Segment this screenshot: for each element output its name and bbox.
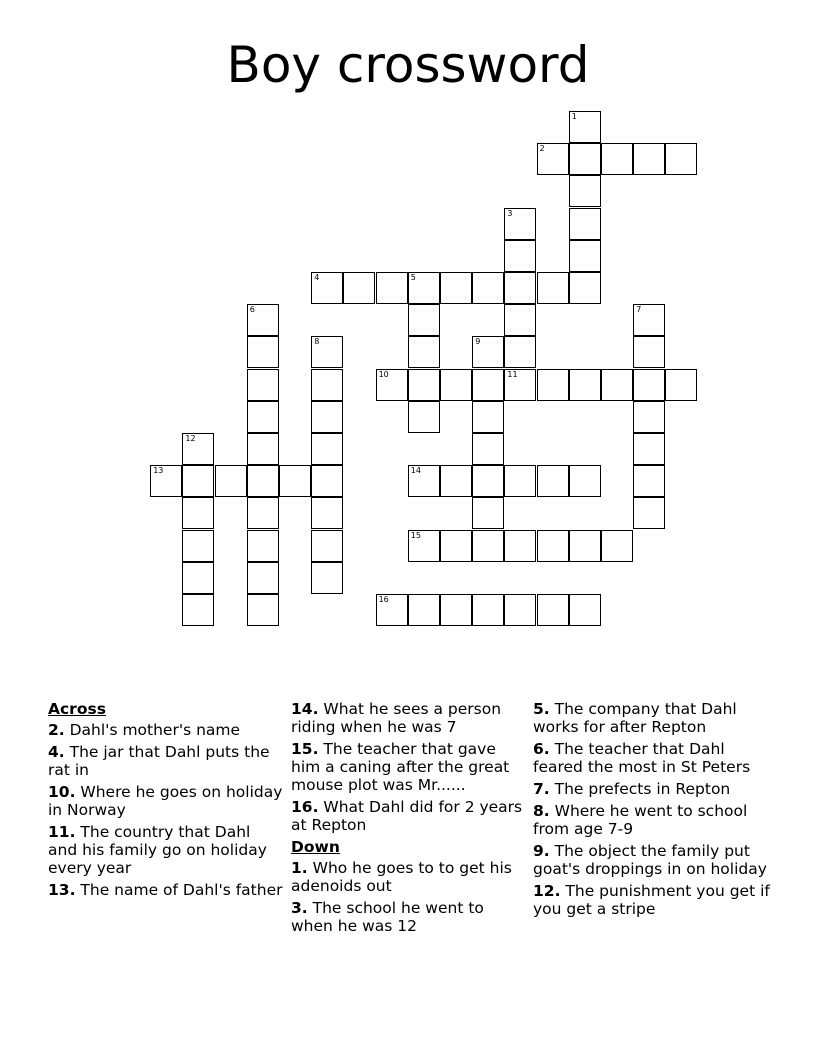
- crossword-cell[interactable]: [311, 530, 343, 562]
- crossword-cell[interactable]: [376, 369, 408, 401]
- crossword-cell[interactable]: [343, 272, 375, 304]
- clue-item-number: 3.: [291, 899, 308, 917]
- crossword-cell[interactable]: [182, 497, 214, 529]
- crossword-cell[interactable]: [665, 143, 697, 175]
- crossword-cell[interactable]: [311, 401, 343, 433]
- crossword-cell[interactable]: [472, 433, 504, 465]
- clue-item-text: The teacher that Dahl feared the most in St Peters: [533, 740, 751, 776]
- crossword-cell[interactable]: [472, 272, 504, 304]
- crossword-cell[interactable]: [440, 465, 472, 497]
- page-title: Boy crossword: [226, 36, 590, 94]
- crossword-cell[interactable]: [247, 433, 279, 465]
- clue-item: [48, 823, 283, 877]
- crossword-cell[interactable]: [311, 369, 343, 401]
- crossword-cell[interactable]: [311, 562, 343, 594]
- clue-item: [291, 798, 529, 834]
- crossword-cell[interactable]: [504, 240, 536, 272]
- crossword-cell[interactable]: [569, 465, 601, 497]
- clue-item-number: 14.: [291, 700, 319, 718]
- crossword-cell[interactable]: [408, 594, 440, 626]
- clue-item: [533, 882, 773, 918]
- crossword-cell[interactable]: [408, 369, 440, 401]
- clue-item: [533, 842, 773, 878]
- clue-item: [533, 700, 773, 736]
- clue-item: [533, 780, 773, 798]
- clue-item-text: The company that Dahl works for after Repton: [533, 700, 737, 736]
- clue-column-2: [291, 700, 529, 939]
- crossword-cell[interactable]: [440, 594, 472, 626]
- crossword-cell[interactable]: [569, 208, 601, 240]
- clue-item-number: 4.: [48, 743, 65, 761]
- crossword-cell[interactable]: [537, 530, 569, 562]
- clue-item-number: 8.: [533, 802, 550, 820]
- crossword-cell[interactable]: [311, 272, 343, 304]
- clue-column-3: [533, 700, 773, 922]
- clue-item-number: 2.: [48, 721, 65, 739]
- crossword-cell[interactable]: [440, 530, 472, 562]
- crossword-cell[interactable]: [633, 369, 665, 401]
- crossword-cell[interactable]: [537, 594, 569, 626]
- crossword-cell[interactable]: [408, 336, 440, 368]
- clue-item-text: Where he went to school from age 7-9: [533, 802, 748, 838]
- clue-item-number: 11.: [48, 823, 76, 841]
- clue-section-header: Down: [291, 838, 340, 856]
- clue-item-number: 1.: [291, 859, 308, 877]
- crossword-cell[interactable]: [150, 465, 182, 497]
- crossword-cell[interactable]: [247, 336, 279, 368]
- crossword-cell[interactable]: [472, 401, 504, 433]
- clue-number: 14: [410, 466, 421, 476]
- clue-number: 16: [378, 595, 389, 604]
- clue-item-text: Where he goes on holiday in Norway: [48, 783, 283, 819]
- clue-item-text: The prefects in Repton: [549, 780, 731, 798]
- crossword-cell[interactable]: [247, 594, 279, 626]
- clue-item-text: The name of Dahl's father: [75, 881, 283, 899]
- crossword-cell[interactable]: [472, 465, 504, 497]
- crossword-cell[interactable]: [215, 465, 247, 497]
- clue-column-1: [48, 700, 283, 903]
- crossword-cell[interactable]: [504, 208, 536, 240]
- clue-item-number: 7.: [533, 780, 550, 798]
- crossword-cell[interactable]: [665, 369, 697, 401]
- clue-item-number: 5.: [533, 700, 550, 718]
- crossword-cell[interactable]: [569, 272, 601, 304]
- clue-number: 5: [410, 273, 416, 282]
- crossword-cell[interactable]: [440, 369, 472, 401]
- crossword-cell[interactable]: [569, 369, 601, 401]
- clue-item: [291, 899, 529, 935]
- clue-item: [48, 783, 283, 819]
- crossword-cell[interactable]: [569, 143, 601, 175]
- crossword-cell[interactable]: [633, 497, 665, 529]
- crossword-cell[interactable]: [504, 369, 536, 401]
- clue-item-text: Who he goes to to get his adenoids out: [291, 859, 512, 895]
- crossword-cell[interactable]: [247, 369, 279, 401]
- clue-item: [291, 700, 529, 736]
- clue-number: 4: [314, 273, 320, 282]
- clue-item-text: The country that Dahl and his family go on holiday every year: [48, 823, 267, 877]
- clue-number: 15: [410, 530, 421, 540]
- crossword-cell[interactable]: [182, 433, 214, 465]
- clue-number: 13: [153, 466, 164, 476]
- crossword-cell[interactable]: [408, 465, 440, 497]
- crossword-cell[interactable]: [504, 336, 536, 368]
- clue-number: 7: [636, 305, 642, 315]
- crossword-cell[interactable]: [408, 272, 440, 304]
- crossword-cell[interactable]: [601, 369, 633, 401]
- crossword-cell[interactable]: [408, 401, 440, 433]
- clue-item-text: What he sees a person riding when he was 7: [291, 700, 502, 736]
- crossword-cell[interactable]: [311, 465, 343, 497]
- crossword-cell[interactable]: [408, 304, 440, 336]
- crossword-cell[interactable]: [182, 562, 214, 594]
- clue-item: [291, 740, 529, 794]
- clue-number: 8: [314, 337, 320, 347]
- crossword-cell[interactable]: [472, 336, 504, 368]
- clue-item-number: 16.: [291, 798, 319, 816]
- clue-item-text: The object the family put goat's droppings in on holiday: [533, 842, 767, 878]
- crossword-cell[interactable]: [182, 594, 214, 626]
- crossword-cell[interactable]: [537, 143, 569, 175]
- crossword-cell[interactable]: [376, 594, 408, 626]
- clue-item-number: 9.: [533, 842, 550, 860]
- crossword-cell[interactable]: [504, 530, 536, 562]
- crossword-cell[interactable]: [569, 530, 601, 562]
- crossword-cell[interactable]: [569, 175, 601, 207]
- crossword-cell[interactable]: [472, 369, 504, 401]
- crossword-cell[interactable]: [537, 465, 569, 497]
- crossword-cell[interactable]: [537, 272, 569, 304]
- clue-number: 2: [539, 144, 545, 154]
- crossword-cell[interactable]: [633, 465, 665, 497]
- crossword-cell[interactable]: [504, 272, 536, 304]
- clue-item-number: 13.: [48, 881, 76, 899]
- crossword-cell[interactable]: [633, 401, 665, 433]
- clue-number: 6: [249, 305, 255, 315]
- clue-item: [48, 881, 283, 899]
- clue-item: [533, 802, 773, 838]
- crossword-cell[interactable]: [504, 304, 536, 336]
- crossword-cell[interactable]: [182, 530, 214, 562]
- clue-item-number: 6.: [533, 740, 550, 758]
- crossword-cell[interactable]: [569, 240, 601, 272]
- clue-number: 3: [507, 208, 513, 218]
- clue-section-header: Across: [48, 700, 106, 718]
- crossword-cell[interactable]: [182, 465, 214, 497]
- clue-item-text: The school he went to when he was 12: [291, 899, 484, 935]
- crossword-cell[interactable]: [633, 433, 665, 465]
- clue-item-text: Dahl's mother's name: [64, 721, 241, 739]
- crossword-cell[interactable]: [569, 594, 601, 626]
- clue-item: [48, 721, 283, 739]
- crossword-cell[interactable]: [633, 304, 665, 336]
- crossword-cell[interactable]: [247, 465, 279, 497]
- crossword-cell[interactable]: [247, 562, 279, 594]
- crossword-cell[interactable]: [247, 497, 279, 529]
- clue-item-text: What Dahl did for 2 years at Repton: [291, 798, 523, 834]
- crossword-cell[interactable]: [472, 497, 504, 529]
- clue-number: 10: [378, 369, 389, 379]
- clue-item-number: 10.: [48, 783, 76, 801]
- clue-number: 9: [475, 337, 481, 347]
- clue-number: 11: [507, 369, 518, 379]
- crossword-cell[interactable]: [601, 530, 633, 562]
- crossword-cell[interactable]: [569, 111, 601, 143]
- clue-item-text: The jar that Dahl puts the rat in: [48, 743, 270, 779]
- crossword-cell[interactable]: [633, 336, 665, 368]
- crossword-cell[interactable]: [504, 465, 536, 497]
- crossword-cell[interactable]: [537, 369, 569, 401]
- crossword-cell[interactable]: [311, 497, 343, 529]
- crossword-cell[interactable]: [311, 433, 343, 465]
- clue-item: [48, 743, 283, 779]
- crossword-cell[interactable]: [472, 594, 504, 626]
- crossword-cell[interactable]: [633, 143, 665, 175]
- clue-number: 1: [571, 112, 577, 121]
- crossword-cell[interactable]: [472, 530, 504, 562]
- crossword-cell[interactable]: [504, 594, 536, 626]
- crossword-cell[interactable]: [279, 465, 311, 497]
- clue-item-text: The punishment you get if you get a stripe: [533, 882, 770, 918]
- crossword-cell[interactable]: [440, 272, 472, 304]
- clue-number: 12: [185, 434, 196, 443]
- crossword-cell[interactable]: [311, 336, 343, 368]
- clue-item-number: 12.: [533, 882, 561, 900]
- crossword-cell[interactable]: [247, 304, 279, 336]
- clue-item: [533, 740, 773, 776]
- crossword-cell[interactable]: [247, 401, 279, 433]
- crossword-cell[interactable]: [601, 143, 633, 175]
- clue-item-number: 15.: [291, 740, 319, 758]
- crossword-cell[interactable]: [408, 530, 440, 562]
- crossword-cell[interactable]: [247, 530, 279, 562]
- clue-item-text: The teacher that gave him a caning after the great mouse plot was Mr......: [291, 740, 510, 794]
- clue-item: [291, 859, 529, 895]
- crossword-cell[interactable]: [376, 272, 408, 304]
